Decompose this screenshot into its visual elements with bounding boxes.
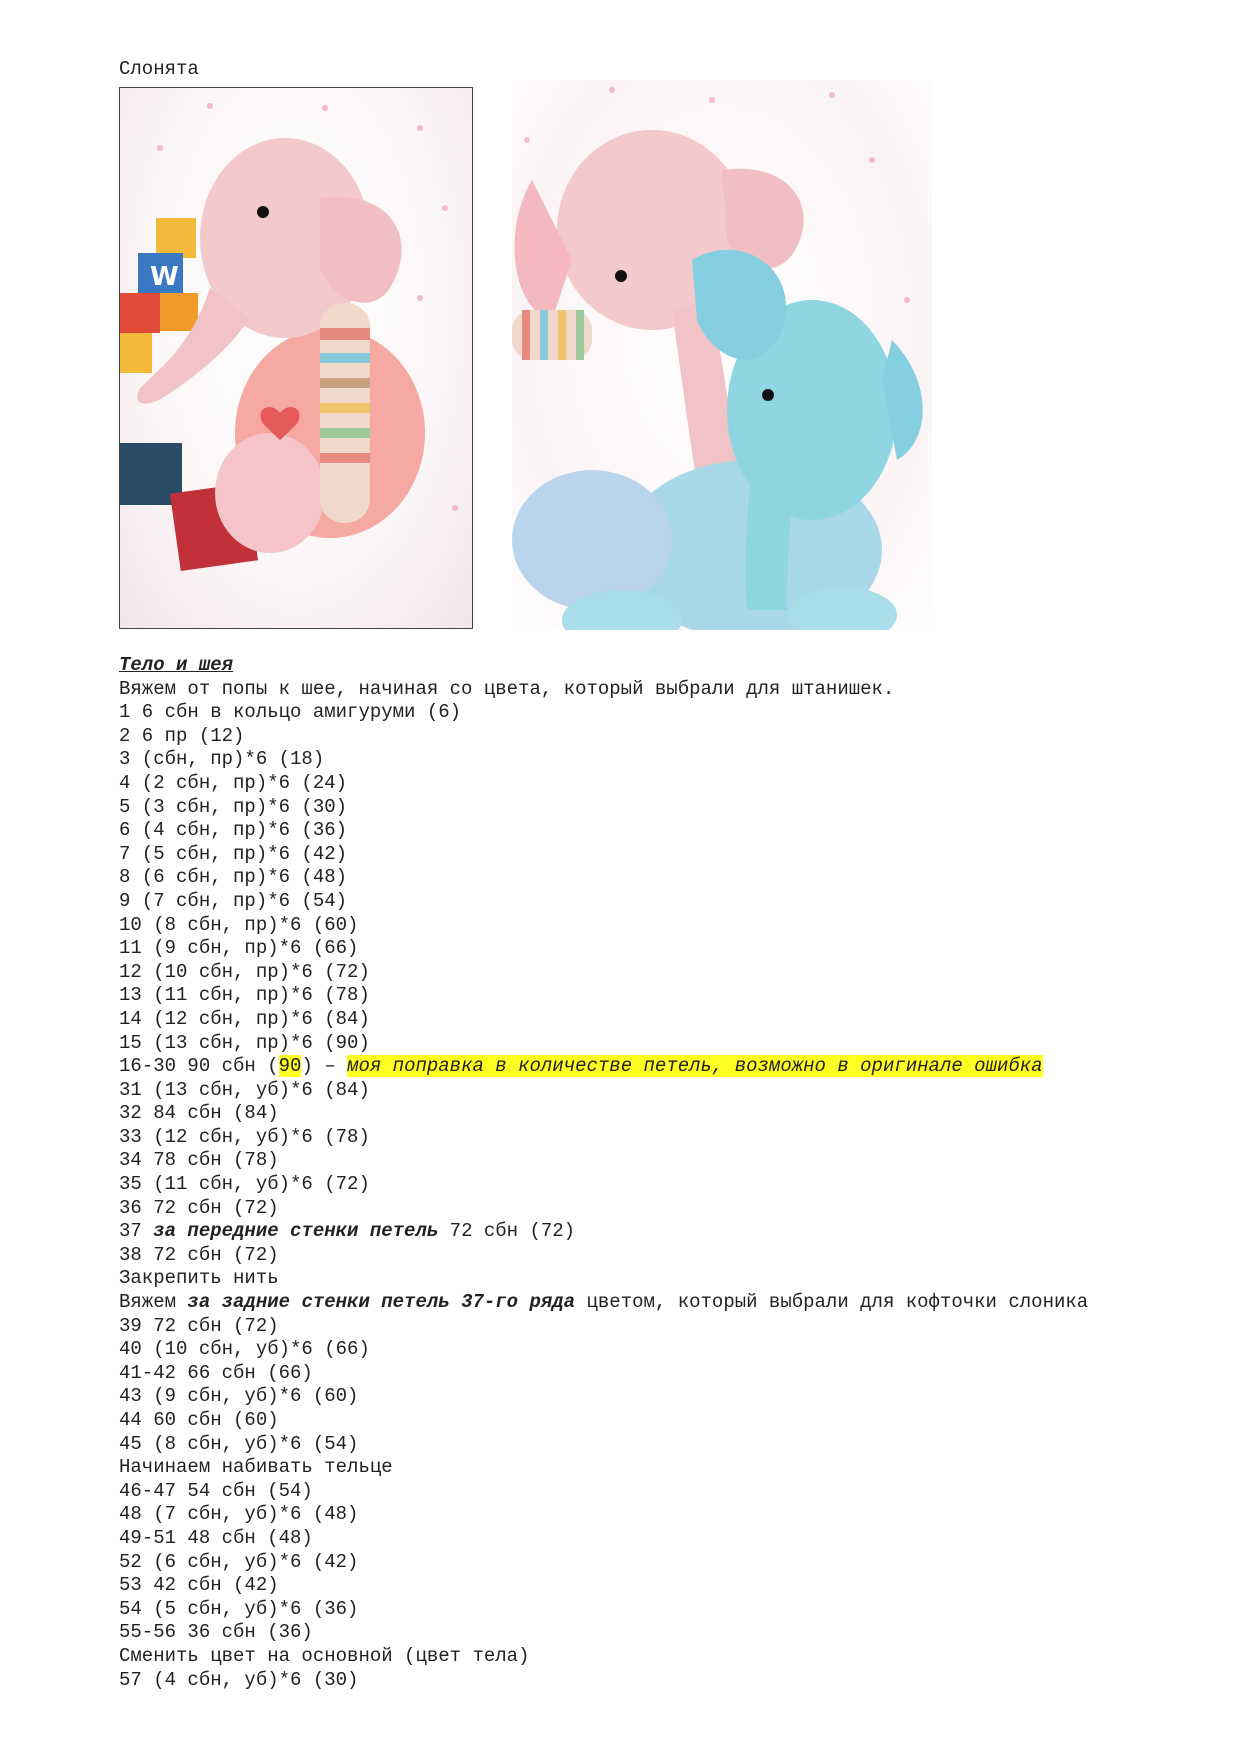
line-text: 54 (5 сбн, уб)*6 (36) [119, 1597, 359, 1620]
line-text: 55-56 36 сбн (36) [119, 1621, 313, 1644]
line-text: 14 (12 сбн, пр)*6 (84) [119, 1007, 370, 1030]
line-text: 40 (10 сбн, уб)*6 (66) [119, 1338, 370, 1361]
pattern-line [119, 890, 1219, 914]
line-text: 4 (2 сбн, пр)*6 (24) [119, 771, 348, 794]
pattern-line [119, 1480, 1219, 1504]
pattern-line [119, 1669, 1219, 1693]
line-text: 6 (4 сбн, пр)*6 (36) [119, 819, 348, 842]
pattern-line [119, 1598, 1219, 1622]
line-text: 45 (8 сбн, уб)*6 (54) [119, 1432, 359, 1455]
highlighted-count: 90 [278, 1055, 302, 1078]
pattern-line [119, 678, 1219, 702]
line-text: 8 (6 сбн, пр)*6 (48) [119, 866, 348, 889]
line-text: 44 60 сбн (60) [119, 1409, 279, 1431]
pattern-line [119, 725, 1219, 749]
page-title: Слонята [119, 58, 199, 80]
pattern-line [119, 748, 1219, 772]
line-text: Вяжем от попы к шее, начиная со цвета, который выбрали для штанишек. [119, 677, 895, 700]
pattern-line [119, 1315, 1219, 1339]
pattern-line [119, 772, 1219, 796]
line-text: 12 (10 сбн, пр)*6 (72) [119, 960, 370, 983]
pattern-line [119, 1338, 1219, 1362]
line-text: 43 (9 сбн, уб)*6 (60) [119, 1385, 359, 1408]
line-text: 5 (3 сбн, пр)*6 (30) [119, 795, 348, 818]
pattern-line [119, 1173, 1219, 1197]
pattern-line [119, 1362, 1219, 1386]
line-text: ) – [301, 1055, 348, 1078]
pattern-line [119, 1220, 1219, 1244]
pattern-line [119, 1197, 1219, 1221]
pattern-line [119, 1574, 1219, 1598]
section-heading: Тело и шея [119, 654, 234, 676]
pattern-line [119, 701, 1219, 725]
line-text: цветом, который выбрали для кофточки слоника [575, 1291, 1089, 1314]
pattern-line [119, 1385, 1219, 1409]
pattern-line [119, 1055, 1219, 1079]
pattern-line [119, 914, 1219, 938]
pattern-line [119, 1244, 1219, 1268]
line-text: 13 (11 сбн, пр)*6 (78) [119, 984, 370, 1007]
pattern-line [119, 1032, 1219, 1056]
pattern-line [119, 796, 1219, 820]
line-text: 46-47 54 сбн (54) [119, 1479, 313, 1502]
pattern-line [119, 1102, 1219, 1126]
pattern-line [119, 1456, 1219, 1480]
line-text: 33 (12 сбн, уб)*6 (78) [119, 1125, 370, 1148]
line-text: 10 (8 сбн, пр)*6 (60) [119, 913, 359, 936]
line-text: 11 (9 сбн, пр)*6 (66) [119, 937, 359, 960]
line-text: 31 (13 сбн, уб)*6 (84) [119, 1078, 370, 1101]
line-text: 34 78 сбн (78) [119, 1149, 279, 1172]
pattern-line [119, 1527, 1219, 1551]
line-text: 9 (7 сбн, пр)*6 (54) [119, 889, 348, 912]
line-text: 32 84 сбн (84) [119, 1102, 279, 1125]
line-text: 49-51 48 сбн (48) [119, 1526, 313, 1549]
line-text: 37 [119, 1220, 154, 1243]
line-text: 16-30 90 сбн ( [119, 1055, 279, 1078]
pattern-line [119, 1267, 1219, 1291]
pattern-line [119, 1126, 1219, 1150]
pattern-line [119, 1008, 1219, 1032]
pattern-section [119, 654, 1219, 1692]
line-text: 52 (6 сбн, уб)*6 (42) [119, 1550, 359, 1573]
line-text: Начинаем набивать тельце [119, 1456, 393, 1479]
pattern-line [119, 1503, 1219, 1527]
pattern-line [119, 843, 1219, 867]
pattern-line [119, 961, 1219, 985]
line-text: Сменить цвет на основной (цвет тела) [119, 1644, 530, 1667]
author-note: моя поправка в количестве петель, возможно в оригинале ошибка [347, 1055, 1043, 1078]
pattern-line [119, 1149, 1219, 1173]
line-text: Вяжем [119, 1291, 188, 1314]
pattern-line [119, 1551, 1219, 1575]
pattern-line [119, 1409, 1219, 1433]
pattern-line [119, 866, 1219, 890]
pattern-line [119, 1291, 1219, 1315]
pattern-line [119, 937, 1219, 961]
pattern-line [119, 1645, 1219, 1669]
line-text: 35 (11 сбн, уб)*6 (72) [119, 1173, 370, 1196]
line-text: 39 72 сбн (72) [119, 1314, 279, 1337]
line-text: 15 (13 сбн, пр)*6 (90) [119, 1031, 370, 1054]
pattern-line [119, 819, 1219, 843]
line-text: 57 (4 сбн, уб)*6 (30) [119, 1668, 359, 1691]
line-text: 38 72 сбн (72) [119, 1243, 279, 1266]
line-text: 36 72 сбн (72) [119, 1196, 279, 1219]
photo-pink-elephant [119, 87, 473, 629]
pattern-line [119, 1621, 1219, 1645]
line-text: 72 сбн (72) [438, 1220, 576, 1243]
line-text: 1 6 сбн в кольцо амигуруми (6) [119, 701, 462, 724]
photo-two-elephants [512, 80, 932, 630]
line-text: 3 (сбн, пр)*6 (18) [119, 748, 325, 771]
line-text: 53 42 сбн (42) [119, 1574, 279, 1597]
pattern-line [119, 984, 1219, 1008]
pattern-lines [119, 678, 1219, 1693]
pattern-line [119, 1433, 1219, 1457]
line-text: 7 (5 сбн, пр)*6 (42) [119, 842, 348, 865]
line-text: 48 (7 сбн, уб)*6 (48) [119, 1503, 359, 1526]
line-text: 41-42 66 сбн (66) [119, 1361, 313, 1384]
emphasis-text: за передние стенки петель [153, 1220, 439, 1243]
line-text: Закрепить нить [119, 1267, 279, 1290]
svg-text:W: W [150, 262, 179, 292]
pattern-line [119, 1079, 1219, 1103]
emphasis-text: за задние стенки петель 37-го ряда [187, 1291, 576, 1314]
line-text: 2 6 пр (12) [119, 724, 245, 747]
